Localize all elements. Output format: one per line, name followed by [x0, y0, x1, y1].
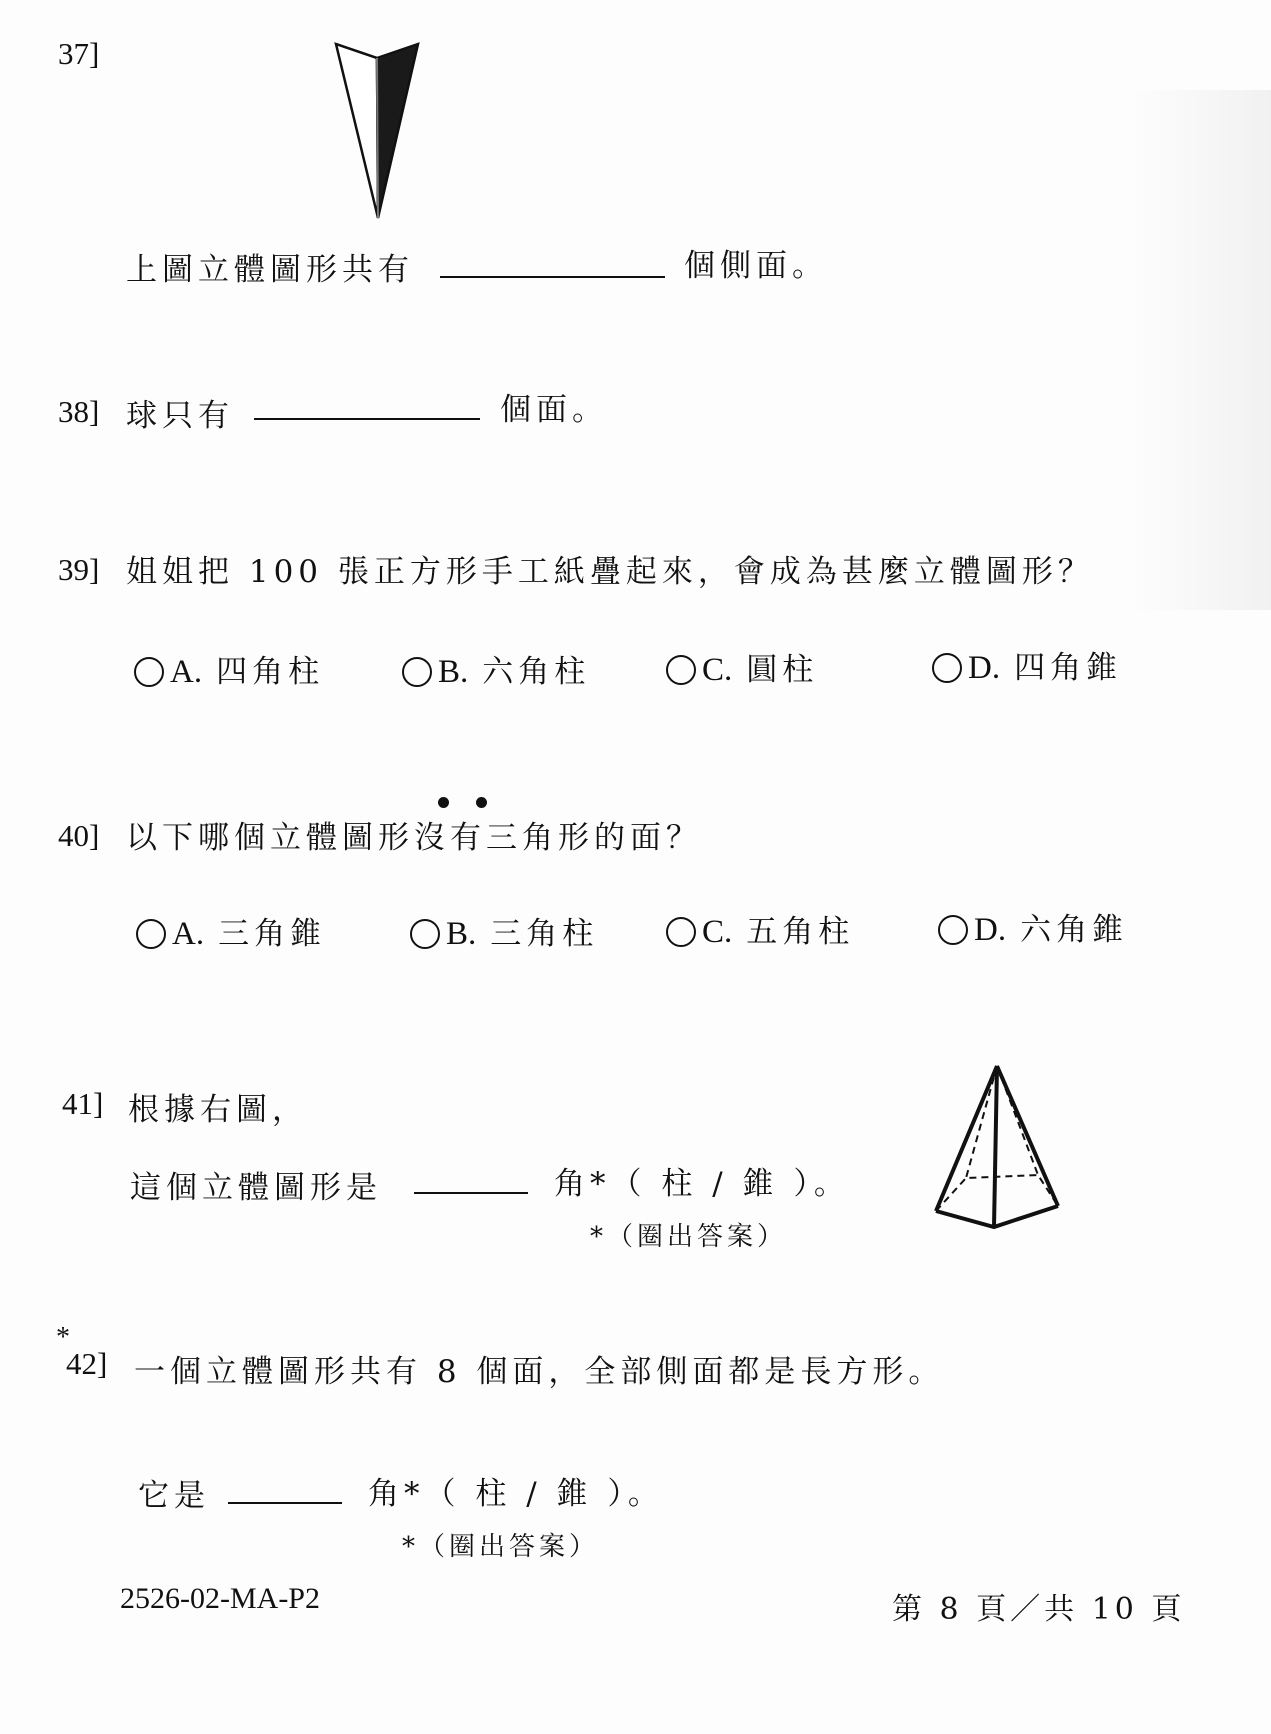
footer-page-number: 第 8 頁／共 10 頁 — [892, 1592, 1186, 1627]
q37-number: 37] — [58, 36, 100, 71]
radio-circle-icon[interactable] — [134, 657, 164, 687]
q40-number: 40] — [58, 818, 100, 853]
radio-circle-icon[interactable] — [410, 919, 440, 949]
q42-line2-before: 它是 — [138, 1478, 210, 1514]
q39-number: 39] — [58, 552, 100, 587]
q37-text-before: 上圖立體圖形共有 — [126, 252, 414, 288]
emphasis-dot — [476, 797, 487, 808]
q39-option-a[interactable]: A. 四角柱 — [134, 646, 324, 691]
radio-circle-icon[interactable] — [666, 917, 696, 947]
q39-question-text: 姐姐把 100 張正方形手工紙疊起來，會成為甚麼立體圖形？ — [126, 554, 1094, 590]
q39-option-c[interactable]: C. 圓柱 — [666, 644, 818, 689]
scan-shading — [1131, 90, 1271, 610]
q42-star-mark: * — [56, 1322, 70, 1353]
q37-text-after: 個側面。 — [684, 248, 828, 284]
q41-line1: 根據右圖， — [128, 1092, 308, 1128]
q37-answer-blank[interactable] — [440, 276, 665, 278]
pyramid-light-face — [336, 44, 378, 218]
q40-option-d[interactable]: D. 六角錐 — [938, 904, 1128, 949]
q42-answer-blank[interactable] — [228, 1502, 342, 1504]
radio-circle-icon[interactable] — [402, 657, 432, 687]
q39-option-b[interactable]: B. 六角柱 — [402, 646, 590, 691]
q41-pentagonal-pyramid-figure — [922, 1056, 1072, 1246]
radio-circle-icon[interactable] — [136, 919, 166, 949]
pyramid-dark-face — [377, 44, 418, 218]
q42-line2-after: 角*（ 柱 / 錐 ）。 — [368, 1476, 664, 1512]
q40-question-text: 以下哪個立體圖形沒有三角形的面？ — [126, 820, 702, 856]
q41-answer-blank[interactable] — [414, 1192, 528, 1194]
radio-circle-icon[interactable] — [932, 653, 962, 683]
emphasis-dot — [438, 797, 449, 808]
q40-option-b[interactable]: B. 三角柱 — [410, 908, 598, 953]
q39-option-d[interactable]: D. 四角錐 — [932, 642, 1122, 687]
q42-number: 42] — [66, 1346, 108, 1381]
radio-circle-icon[interactable] — [938, 915, 968, 945]
q38-text-before: 球只有 — [126, 398, 234, 434]
q37-pyramid-figure — [330, 40, 430, 220]
q42-note: *（圈出答案） — [402, 1532, 600, 1562]
q41-number: 41] — [62, 1086, 104, 1121]
q41-note: *（圈出答案） — [590, 1222, 788, 1252]
footer-paper-code: 2526-02-MA-P2 — [120, 1582, 320, 1615]
radio-circle-icon[interactable] — [666, 655, 696, 685]
q38-number: 38] — [58, 394, 100, 429]
q42-question-text: 一個立體圖形共有 8 個面，全部側面都是長方形。 — [134, 1354, 945, 1390]
q41-line2-before: 這個立體圖形是 — [130, 1170, 382, 1206]
q38-text-after: 個面。 — [500, 392, 608, 428]
q38-answer-blank[interactable] — [254, 418, 480, 420]
q40-option-c[interactable]: C. 五角柱 — [666, 906, 854, 951]
q41-line2-after: 角*（ 柱 / 錐 ）。 — [554, 1166, 850, 1202]
q40-option-a[interactable]: A. 三角錐 — [136, 908, 326, 953]
